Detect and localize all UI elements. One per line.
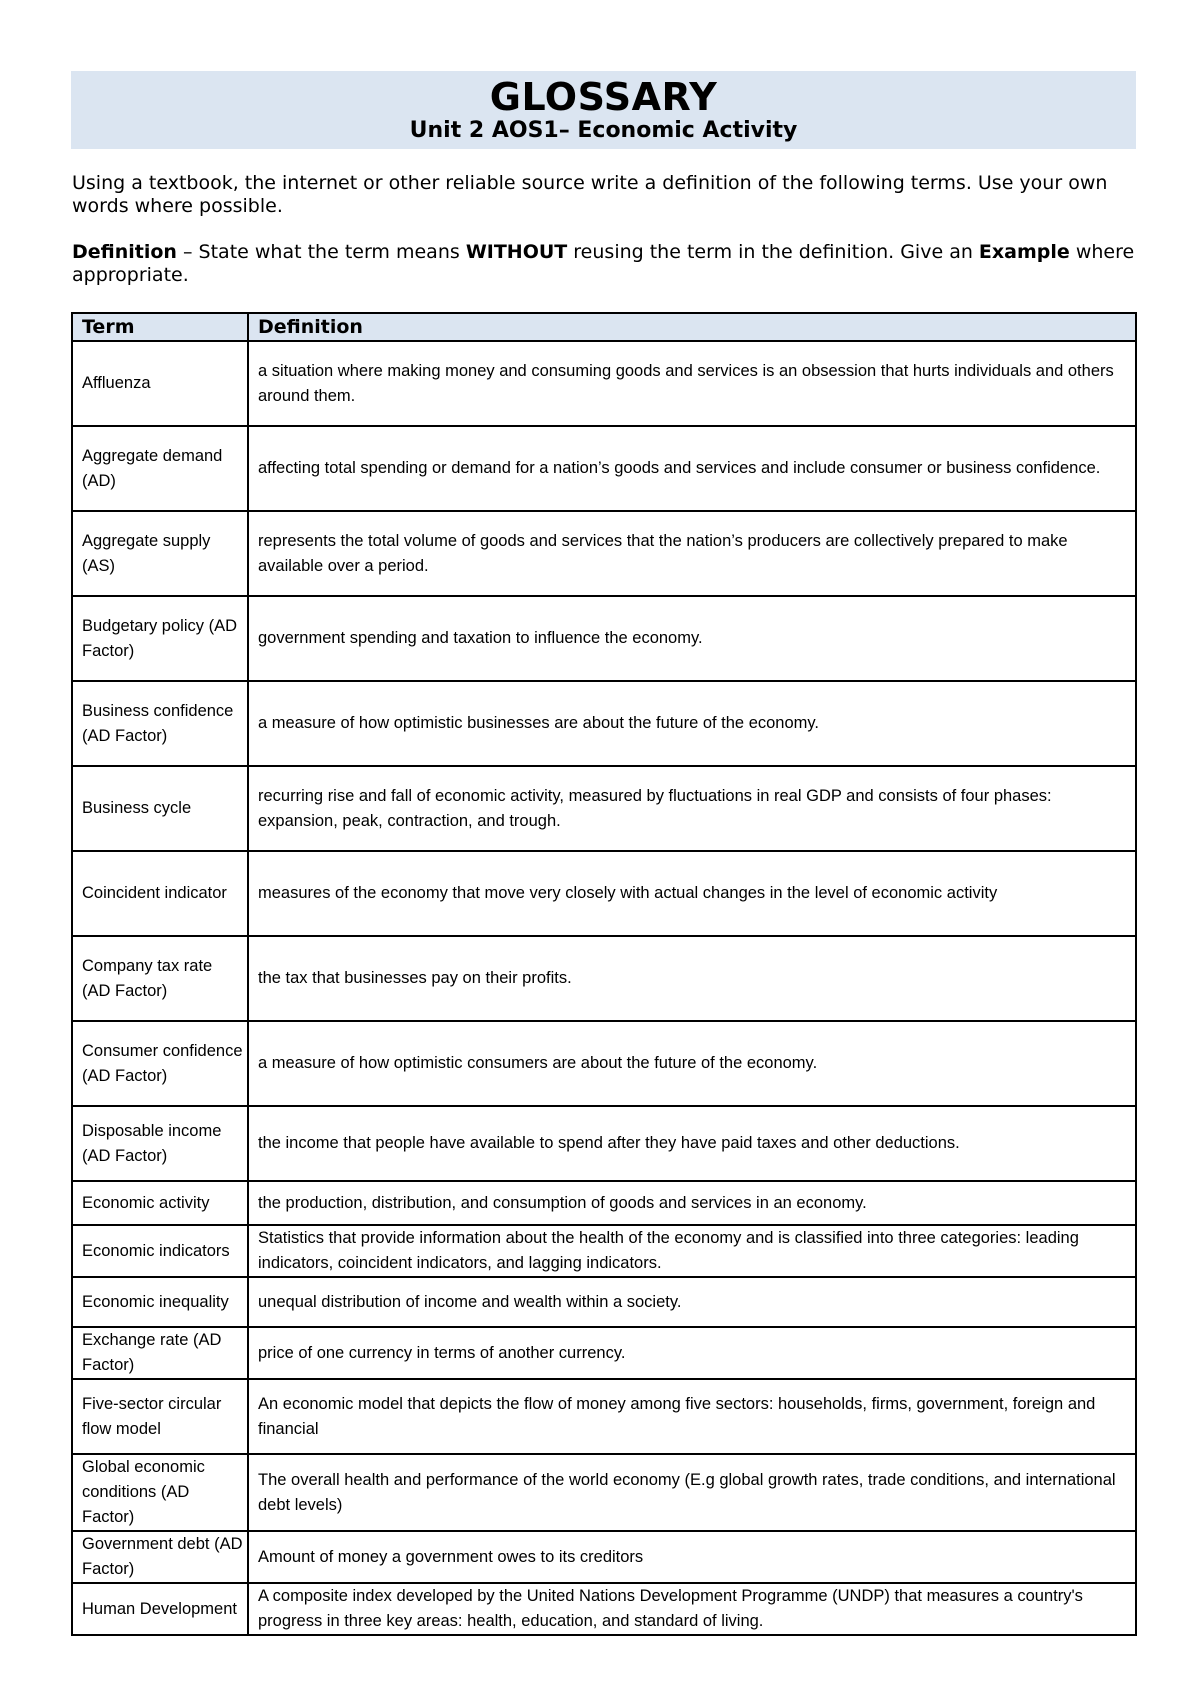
table-row <box>72 851 1136 936</box>
table-row <box>72 341 1136 426</box>
term-cell: Company tax rate (AD Factor) <box>72 936 248 1021</box>
definition-cell: represents the total volume of goods and services that the nation’s producers are collectively prepared to make available over a period. <box>248 511 1136 596</box>
term-cell: Five-sector circular flow model <box>72 1379 248 1454</box>
definition-cell: Statistics that provide information about the health of the economy and is classified into three categories: leading indicators, coincident indicators, and lagging indicators. <box>248 1225 1136 1277</box>
term-cell: Human Development <box>72 1583 248 1635</box>
definition-cell: a measure of how optimistic consumers are about the future of the economy. <box>248 1021 1136 1106</box>
term-cell: Disposable income (AD Factor) <box>72 1106 248 1181</box>
term-cell: Economic inequality <box>72 1277 248 1327</box>
term-cell: Government debt (AD Factor) <box>72 1531 248 1583</box>
definition-cell: measures of the economy that move very closely with actual changes in the level of economic activity <box>248 851 1136 936</box>
table-row <box>72 1225 1136 1277</box>
term-cell: Economic indicators <box>72 1225 248 1277</box>
table-header-row <box>72 313 1136 341</box>
table-row <box>72 1531 1136 1583</box>
table-row <box>72 596 1136 681</box>
term-cell: Consumer confidence (AD Factor) <box>72 1021 248 1106</box>
term-column-header: Term <box>72 313 248 341</box>
instruction-part1: – State what the term means <box>176 241 466 263</box>
instruction-part3: where appropriate. <box>72 241 1135 286</box>
example-label: Example <box>978 241 1070 263</box>
definition-cell: the income that people have available to spend after they have paid taxes and other deductions. <box>248 1106 1136 1181</box>
title-banner <box>71 71 1136 149</box>
page-title: GLOSSARY <box>489 75 718 119</box>
table-row <box>72 1583 1136 1635</box>
definition-cell: the tax that businesses pay on their profits. <box>248 936 1136 1021</box>
table-row <box>72 766 1136 851</box>
term-cell: Budgetary policy (AD Factor) <box>72 596 248 681</box>
term-cell: Affluenza <box>72 341 248 426</box>
term-cell: Business confidence (AD Factor) <box>72 681 248 766</box>
table-row <box>72 1454 1136 1531</box>
table-row <box>72 1106 1136 1181</box>
table-row <box>72 1021 1136 1106</box>
without-label: WITHOUT <box>465 241 568 263</box>
table-row <box>72 936 1136 1021</box>
definition-label: Definition <box>72 241 177 263</box>
definition-cell: An economic model that depicts the flow of money among five sectors: households, firms, government, foreign and financial <box>248 1379 1136 1454</box>
table-row <box>72 511 1136 596</box>
definition-cell: government spending and taxation to influence the economy. <box>248 596 1136 681</box>
term-cell: Business cycle <box>72 766 248 851</box>
definition-cell: Amount of money a government owes to its creditors <box>248 1531 1136 1583</box>
definition-cell: unequal distribution of income and wealth within a society. <box>248 1277 1136 1327</box>
intro-paragraph: Using a textbook, the internet or other reliable source write a definition of the following terms. Use your own words where possible. <box>72 172 1108 217</box>
definition-cell: price of one currency in terms of another currency. <box>248 1327 1136 1379</box>
table-row <box>72 1277 1136 1327</box>
glossary-table <box>71 312 1137 1636</box>
term-cell: Exchange rate (AD Factor) <box>72 1327 248 1379</box>
term-cell: Economic activity <box>72 1181 248 1225</box>
table-row <box>72 426 1136 511</box>
table-row <box>72 681 1136 766</box>
table-row <box>72 1379 1136 1454</box>
table-row <box>72 1181 1136 1225</box>
table-row <box>72 1327 1136 1379</box>
term-cell: Aggregate supply (AS) <box>72 511 248 596</box>
definition-cell: recurring rise and fall of economic activity, measured by fluctuations in real GDP and consists of four phases: expansion, peak, contraction, and trough. <box>248 766 1136 851</box>
term-cell: Coincident indicator <box>72 851 248 936</box>
definition-column-header: Definition <box>248 313 1136 341</box>
instruction-part2: reusing the term in the definition. Give an <box>567 241 979 263</box>
definition-cell: a situation where making money and consuming goods and services is an obsession that hurts individuals and others around them. <box>248 341 1136 426</box>
definition-cell: affecting total spending or demand for a nation’s goods and services and include consumer or business confidence. <box>248 426 1136 511</box>
definition-cell: A composite index developed by the United Nations Development Programme (UNDP) that measures a country's progress in three key areas: health, education, and standard of living. <box>248 1583 1136 1635</box>
definition-cell: The overall health and performance of the world economy (E.g global growth rates, trade conditions, and international debt levels) <box>248 1454 1136 1531</box>
term-cell: Global economic conditions (AD Factor) <box>72 1454 248 1531</box>
definition-cell: the production, distribution, and consumption of goods and services in an economy. <box>248 1181 1136 1225</box>
definition-cell: a measure of how optimistic businesses are about the future of the economy. <box>248 681 1136 766</box>
page-subtitle: Unit 2 AOS1– Economic Activity <box>409 118 798 143</box>
term-cell: Aggregate demand (AD) <box>72 426 248 511</box>
definition-instruction <box>72 241 1142 287</box>
